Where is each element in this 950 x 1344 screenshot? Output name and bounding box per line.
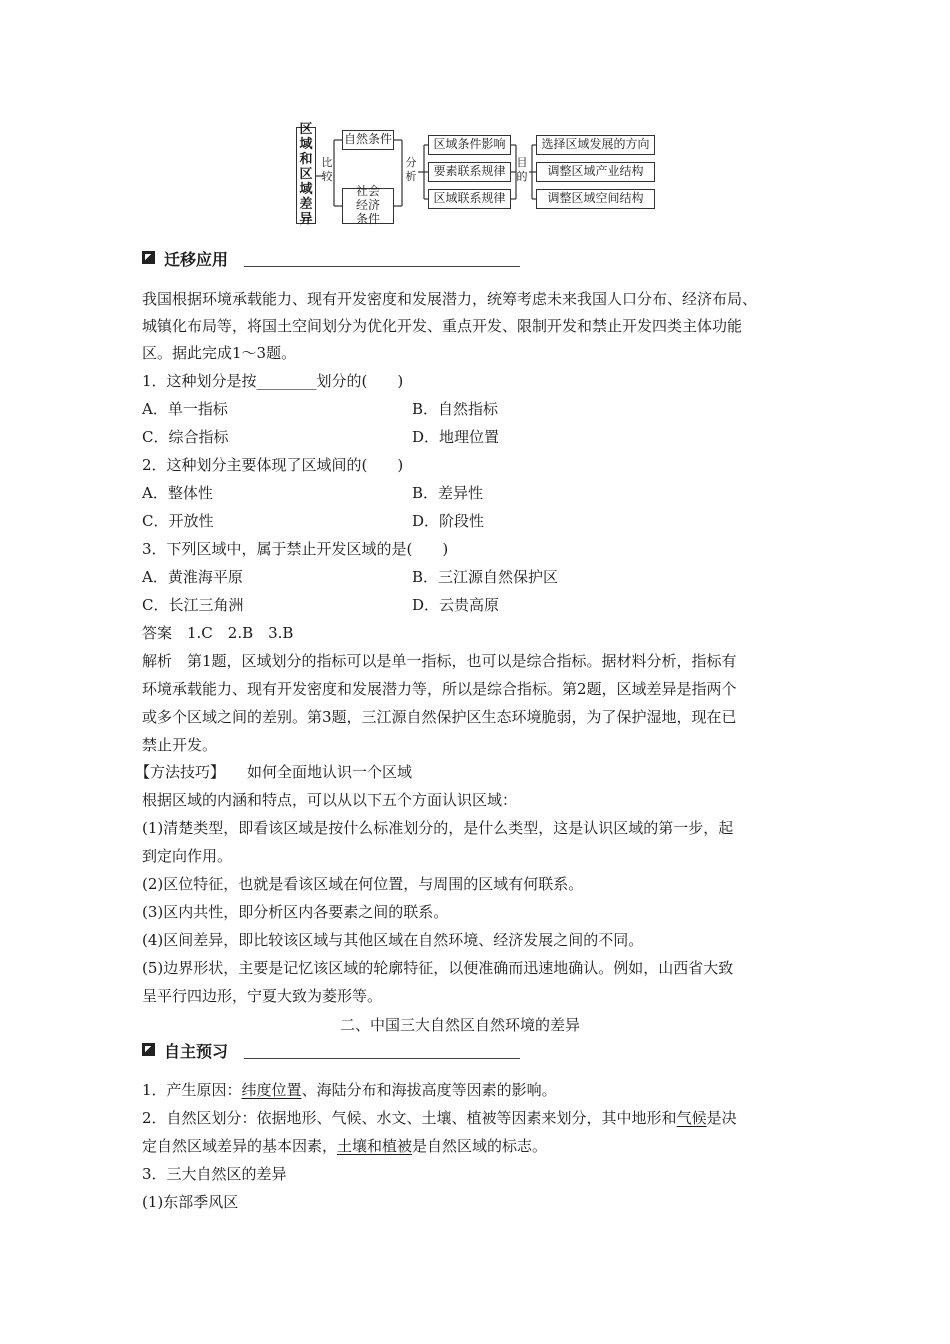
preview-text: 定自然区域差异的基本因素， xyxy=(142,1137,338,1155)
question-1-option-a: A．单一指标 xyxy=(142,400,228,418)
preview-underlined-answer: 气候 xyxy=(676,1109,707,1127)
diagram-root-label: 区域和区域差异 xyxy=(299,122,313,227)
diagram-analysis-label-3: 区域联系规律 xyxy=(433,191,506,206)
diagram-purpose-label: 目的 xyxy=(516,156,528,183)
diagram-goal-box-3 xyxy=(536,189,655,209)
diagram-analysis-box-3 xyxy=(428,189,511,209)
question-1-option-d: D．地理位置 xyxy=(412,428,500,446)
diagram-goal-box-1 xyxy=(536,135,655,155)
diagram-social-label: 社会经济条件 xyxy=(355,184,380,226)
question-stem-1: 1．这种划分是按________划分的( ) xyxy=(142,372,404,390)
method-line-1: 根据区域的内涵和特点，可以从以下五个方面认识区域： xyxy=(142,791,518,809)
method-line-4: (2)区位特征，也就是看该区域在何位置，与周围的区域有何联系。 xyxy=(142,875,584,893)
diagram-analyze-label: 分析 xyxy=(405,156,417,183)
preview-text: 2．自然区划分：依据地形、气候、水文、土壤、植被等因素来划分，其中地形和 xyxy=(142,1109,677,1127)
analysis-line-2: 环境承载能力、现有开发密度和发展潜力等，所以是综合指标。第2题，区域差异是指两个 xyxy=(142,680,737,698)
preview-text: 、海陆分布和海拔高度等因素的影响。 xyxy=(301,1081,557,1099)
question-stem-3: 3．下列区域中，属于禁止开发区域的是( ) xyxy=(142,540,449,558)
method-line-6: (4)区间差异，即比较该区域与其他区域在自然环境、经济发展之间的不同。 xyxy=(142,931,644,949)
question-2-option-a: A．整体性 xyxy=(142,484,213,502)
preview-underlined-answer: 土壤和植被 xyxy=(337,1137,413,1155)
diagram-analysis-box-2 xyxy=(428,162,511,182)
diagram-natural-box xyxy=(342,130,394,150)
diagram-root-box xyxy=(296,122,316,227)
method-title: 如何全面地认识一个区域 xyxy=(247,763,413,781)
diagram-goal-label-3: 调整区域空间结构 xyxy=(547,191,644,206)
method-line-7: (5)边界形状，主要是记忆该区域的轮廓特征，以便准确而迅速地确认。例如，山西省大致 xyxy=(142,959,734,977)
method-heading xyxy=(135,762,412,782)
method-line-5: (3)区内共性，即分析区内各要素之间的联系。 xyxy=(142,903,449,921)
preview-text: 是自然区域的标志。 xyxy=(412,1137,548,1155)
question-1-option-b: B．自然指标 xyxy=(412,400,499,418)
question-3-option-b: B．三江源自然保护区 xyxy=(412,568,559,586)
diagram-analysis-box-1 xyxy=(428,135,511,155)
question-2-option-d: D．阶段性 xyxy=(412,512,485,530)
intro-line-1: 我国根据环境承载能力、现有开发密度和发展潜力，统筹考虑未来我国人口分布、经济布局、 xyxy=(142,290,758,308)
analysis-line-1: 解析 第1题，区域划分的指标可以是单一指标，也可以是综合指标。据材料分析，指标有 xyxy=(142,652,737,670)
preview-line-2 xyxy=(142,1108,737,1128)
section-marker-icon xyxy=(142,251,155,264)
preview-line-5: (1)东部季风区 xyxy=(142,1193,239,1211)
diagram-social-box xyxy=(342,184,394,226)
diagram-goal-label-1: 选择区域发展的方向 xyxy=(541,137,650,152)
answer-line: 答案 1.C 2.B 3.B xyxy=(142,624,294,642)
section-heading-transfer xyxy=(142,247,522,271)
method-label: 【方法技巧】 xyxy=(135,763,226,781)
diagram-compare-label: 比较 xyxy=(321,156,333,183)
analysis-line-3: 或多个区域之间的差别。第3题，三江源自然保护区生态环境脆弱，为了保护湿地，现在已 xyxy=(142,708,737,726)
diagram-goal-box-2 xyxy=(536,162,655,182)
section-rule xyxy=(244,1058,520,1059)
diagram-goal-label-2: 调整区域产业结构 xyxy=(547,164,644,179)
intro-line-2: 城镇化布局等，将国土空间划分为优化开发、重点开发、限制开发和禁止开发四类主体功能 xyxy=(142,317,743,335)
preview-text: 是决 xyxy=(706,1109,737,1127)
method-line-8: 呈平行四边形，宁夏大致为菱形等。 xyxy=(142,987,383,1005)
diagram-analysis-label-2: 要素联系规律 xyxy=(433,164,506,179)
section-heading-preview xyxy=(142,1039,522,1063)
method-line-2: (1)清楚类型，即看该区域是按什么标准划分的，是什么类型，这是认识区域的第一步，起 xyxy=(142,819,734,837)
section-title: 迁移应用 xyxy=(164,250,229,269)
part2-title: 二、中国三大自然区自然环境的差异 xyxy=(340,1016,581,1034)
concept-diagram xyxy=(0,0,950,240)
question-stem-2: 2．这种划分主要体现了区域间的( ) xyxy=(142,456,404,474)
preview-line-1 xyxy=(142,1080,557,1100)
section-rule xyxy=(244,266,520,267)
question-3-option-d: D．云贵高原 xyxy=(412,596,500,614)
section-marker-icon xyxy=(142,1043,155,1056)
question-3-option-a: A．黄淮海平原 xyxy=(142,568,243,586)
question-3-option-c: C．长江三角洲 xyxy=(142,596,244,614)
diagram-natural-label: 自然条件 xyxy=(343,132,392,147)
question-1-option-c: C．综合指标 xyxy=(142,428,229,446)
preview-line-3 xyxy=(142,1136,547,1156)
question-2-option-c: C．开放性 xyxy=(142,512,214,530)
preview-text: 1．产生原因： xyxy=(142,1081,242,1099)
intro-line-3: 区。据此完成1～3题。 xyxy=(142,344,297,362)
diagram-analysis-label-1: 区域条件影响 xyxy=(433,137,506,152)
question-2-option-b: B．差异性 xyxy=(412,484,484,502)
preview-line-4: 3．三大自然区的差异 xyxy=(142,1165,287,1183)
preview-underlined-answer: 纬度位置 xyxy=(241,1081,302,1099)
analysis-line-4: 禁止开发。 xyxy=(142,736,218,754)
section-title: 自主预习 xyxy=(164,1042,229,1061)
method-line-3: 到定向作用。 xyxy=(142,847,233,865)
